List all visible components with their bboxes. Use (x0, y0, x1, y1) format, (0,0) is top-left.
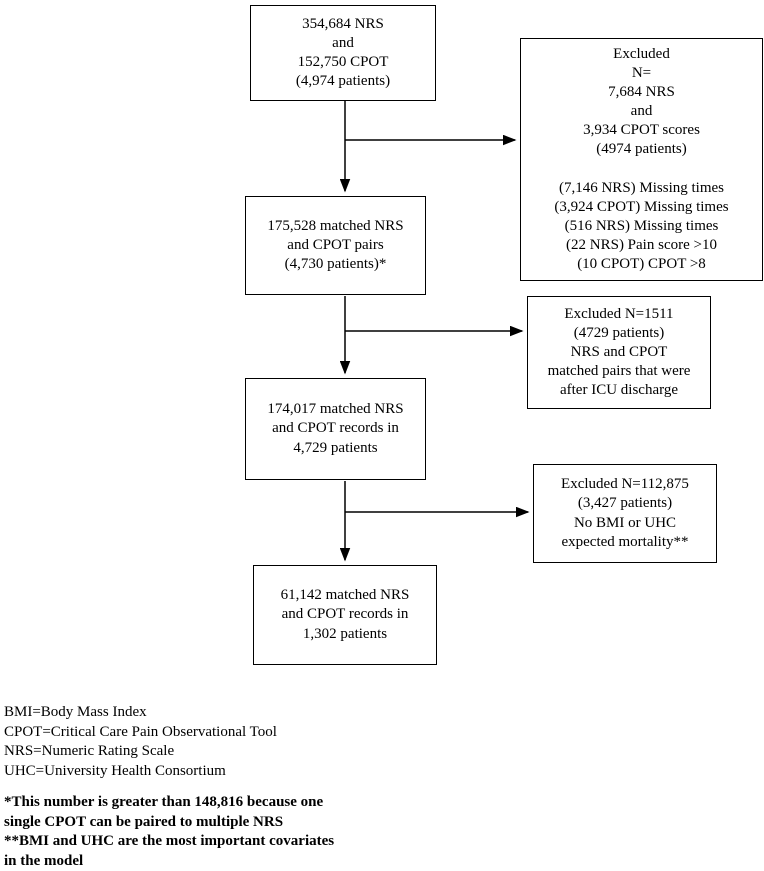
flow-box-text-line: and CPOT records in (250, 419, 421, 438)
excluded-box-1 (520, 38, 763, 281)
flow-box-final-cohort (253, 565, 437, 665)
flow-box-matched-records (245, 378, 426, 480)
excluded-box-text-line: (22 NRS) Pain score >10 (525, 236, 758, 255)
legend-line: CPOT=Critical Care Pain Observational Tool (4, 723, 277, 743)
excluded-box-text-line: N= (525, 64, 758, 83)
excluded-box-text-line: after ICU discharge (532, 381, 706, 400)
excluded-box-text-line: Excluded (525, 45, 758, 64)
excluded-box-text-line: (3,924 CPOT) Missing times (525, 198, 758, 217)
excluded-box-2 (527, 296, 711, 409)
excluded-box-text-line: (7,146 NRS) Missing times (525, 179, 758, 198)
excluded-box-text-line: (516 NRS) Missing times (525, 217, 758, 236)
legend-line: UHC=University Health Consortium (4, 762, 277, 782)
excluded-box-text-line: (4974 patients) (525, 140, 758, 159)
excluded-box-text-line: 3,934 CPOT scores (525, 121, 758, 140)
excluded-box-text-line: (4729 patients) (532, 324, 706, 343)
flow-box-text-line: 1,302 patients (258, 625, 432, 644)
footnotes (4, 793, 334, 871)
flow-box-text-line: and CPOT records in (258, 605, 432, 624)
excluded-box-text-line: NRS and CPOT (532, 343, 706, 362)
excluded-box-text-line: matched pairs that were (532, 362, 706, 381)
flow-box-matched-pairs (245, 196, 426, 295)
excluded-box-text-line: and (525, 102, 758, 121)
flow-box-text-line: (4,730 patients)* (250, 255, 421, 274)
excluded-box-text-line (525, 160, 758, 179)
flow-box-text-line: 4,729 patients (250, 439, 421, 458)
flow-box-text-line: 354,684 NRS (255, 15, 431, 34)
flow-box-text-line: 152,750 CPOT (255, 53, 431, 72)
excluded-box-text-line: 7,684 NRS (525, 83, 758, 102)
flow-box-text-line: 174,017 matched NRS (250, 400, 421, 419)
flow-box-initial-scores (250, 5, 436, 101)
excluded-box-text-line: expected mortality** (538, 533, 712, 552)
footnote-line: in the model (4, 852, 334, 871)
excluded-box-text-line: (10 CPOT) CPOT >8 (525, 255, 758, 274)
legend-line: BMI=Body Mass Index (4, 703, 277, 723)
flow-box-text-line: 175,528 matched NRS (250, 217, 421, 236)
abbreviation-legend (4, 703, 277, 781)
footnote-line: *This number is greater than 148,816 because one (4, 793, 334, 813)
flow-box-text-line: (4,974 patients) (255, 72, 431, 91)
excluded-box-text-line: Excluded N=112,875 (538, 475, 712, 494)
footnote-line: **BMI and UHC are the most important covariates (4, 832, 334, 852)
flow-box-text-line: and CPOT pairs (250, 236, 421, 255)
excluded-box-text-line: No BMI or UHC (538, 514, 712, 533)
excluded-box-text-line: Excluded N=1511 (532, 305, 706, 324)
flow-box-text-line: and (255, 34, 431, 53)
excluded-box-text-line: (3,427 patients) (538, 494, 712, 513)
legend-line: NRS=Numeric Rating Scale (4, 742, 277, 762)
excluded-box-3 (533, 464, 717, 563)
flow-box-text-line: 61,142 matched NRS (258, 586, 432, 605)
footnote-line: single CPOT can be paired to multiple NRS (4, 813, 334, 833)
